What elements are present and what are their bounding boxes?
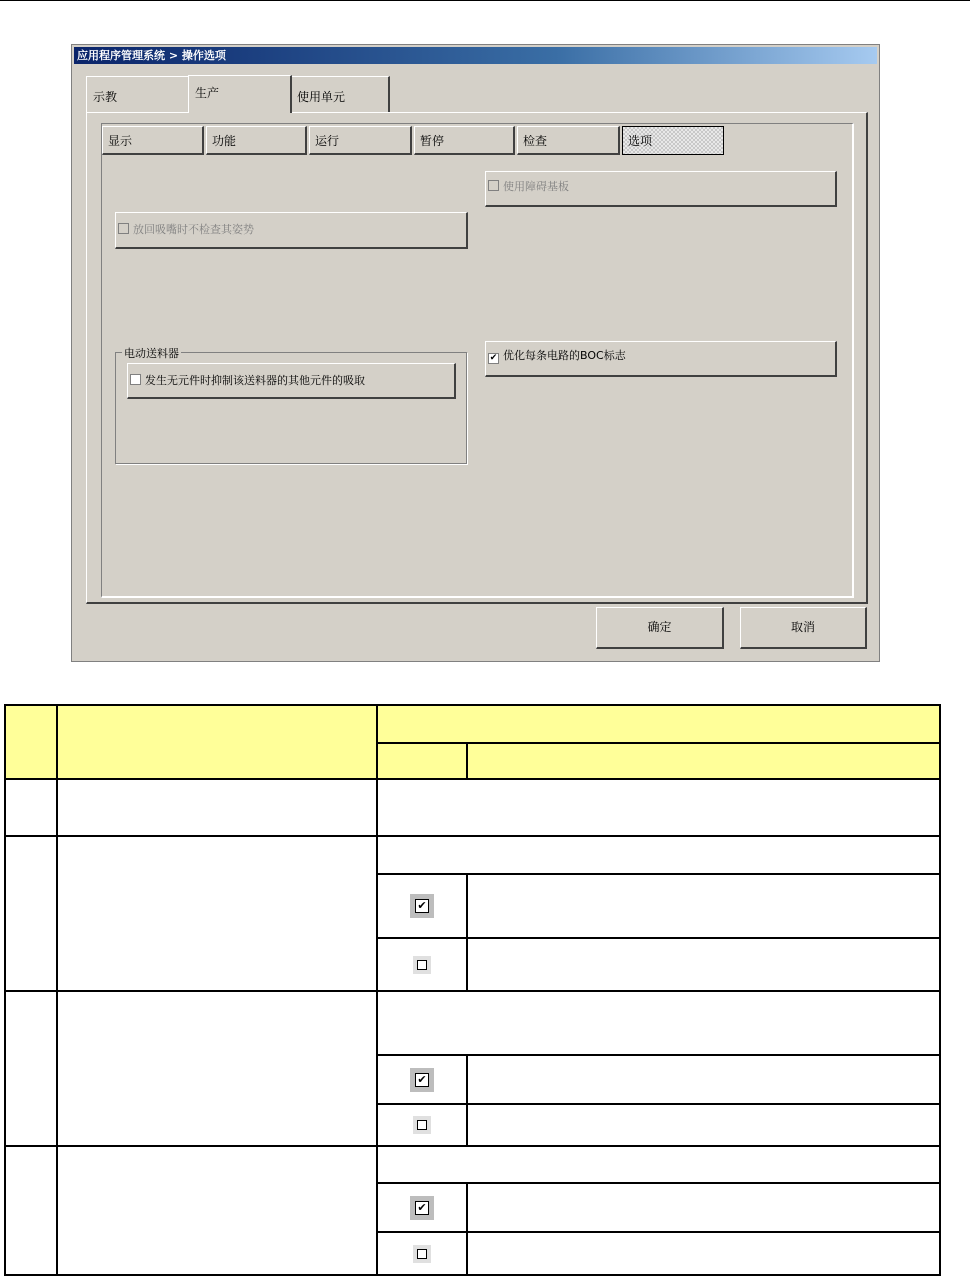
suppress-pickup-label: 发生无元件时抑制该送料器的其他元件的吸取: [145, 374, 365, 387]
operation-options-dialog: [71, 44, 880, 662]
table-row-3-checked-desc: [467, 1055, 940, 1104]
checked-checkbox-icon: ✔: [410, 1068, 434, 1092]
suppress-pickup-option[interactable]: [127, 363, 456, 399]
table-row-3-item: [57, 991, 377, 1146]
use-dummy-board-checkbox[interactable]: [488, 180, 499, 191]
ok-button[interactable]: 确定: [596, 607, 724, 649]
checked-checkbox-icon: ✔: [410, 1196, 434, 1220]
header-no-cell: [5, 705, 57, 779]
unchecked-checkbox-icon: [413, 1245, 431, 1263]
unchecked-checkbox-icon: [413, 956, 431, 974]
page-top-rule: [0, 0, 970, 1]
subtab-pause[interactable]: 暂停: [414, 126, 515, 155]
subtab-display[interactable]: 显示: [102, 126, 204, 155]
use-dummy-board-label: 使用障碍基板: [503, 180, 569, 193]
subtab-function[interactable]: 功能: [206, 126, 307, 155]
optimize-boc-checkbox[interactable]: ✔: [489, 353, 498, 363]
table-row-2-content: [377, 836, 940, 874]
table-row-2-no: [5, 836, 57, 991]
table-row-3-unchecked-desc: [467, 1104, 940, 1146]
header-description-cell: [467, 743, 940, 779]
table-row-4-no: [5, 1146, 57, 1275]
unchecked-checkbox-icon: [413, 1116, 431, 1134]
tab-teach[interactable]: 示教: [86, 76, 190, 112]
checked-checkbox-icon: ✔: [410, 894, 434, 918]
tab-production[interactable]: 生产: [188, 75, 292, 113]
window-title: 应用程序管理系统 > 操作选项: [74, 47, 877, 64]
table-row-2-checked-desc: [467, 874, 940, 938]
table-row-3-unchecked-cell: [377, 1104, 467, 1146]
table-row-3-checked-cell: [377, 1055, 467, 1104]
header-content-cell: [377, 705, 940, 743]
table-row-4-checked-desc: [467, 1183, 940, 1232]
header-setting-cell: [377, 743, 467, 779]
table-row-4-checked-cell: [377, 1183, 467, 1232]
optimize-boc-option[interactable]: [485, 341, 837, 377]
table-row-1-content: [377, 779, 940, 836]
no-check-posture-checkbox[interactable]: [118, 223, 129, 234]
table-row-1-item: [57, 779, 377, 836]
table-row-2-unchecked-desc: [467, 938, 940, 991]
table-row-3-no: [5, 991, 57, 1146]
table-row-2-unchecked-cell: [377, 938, 467, 991]
suppress-pickup-checkbox[interactable]: [130, 374, 141, 385]
table-row-3-content: [377, 991, 940, 1055]
option-description-table: [4, 704, 941, 1276]
table-row-4-item: [57, 1146, 377, 1275]
table-row-4-content: [377, 1146, 940, 1183]
table-row-4-unchecked-desc: [467, 1232, 940, 1275]
no-check-posture-label: 放回吸嘴时不检查其姿势: [133, 223, 254, 236]
table-row-4-unchecked-cell: [377, 1232, 467, 1275]
header-item-cell: [57, 705, 377, 779]
subtab-run[interactable]: 运行: [309, 126, 412, 155]
use-dummy-board-option[interactable]: [485, 171, 837, 207]
feeder-group-title: 电动送料器: [124, 347, 179, 360]
optimize-boc-label: 优化每条电路的BOC标志: [503, 349, 626, 362]
subtab-options[interactable]: 选项: [622, 126, 724, 155]
tab-use-unit[interactable]: 使用单元: [290, 76, 390, 112]
subtab-check[interactable]: 检查: [517, 126, 620, 155]
cancel-button[interactable]: 取消: [740, 607, 867, 649]
table-row-2-checked-cell: [377, 874, 467, 938]
table-row-2-item: [57, 836, 377, 991]
table-row-1-no: [5, 779, 57, 836]
no-check-posture-option[interactable]: [115, 212, 468, 249]
